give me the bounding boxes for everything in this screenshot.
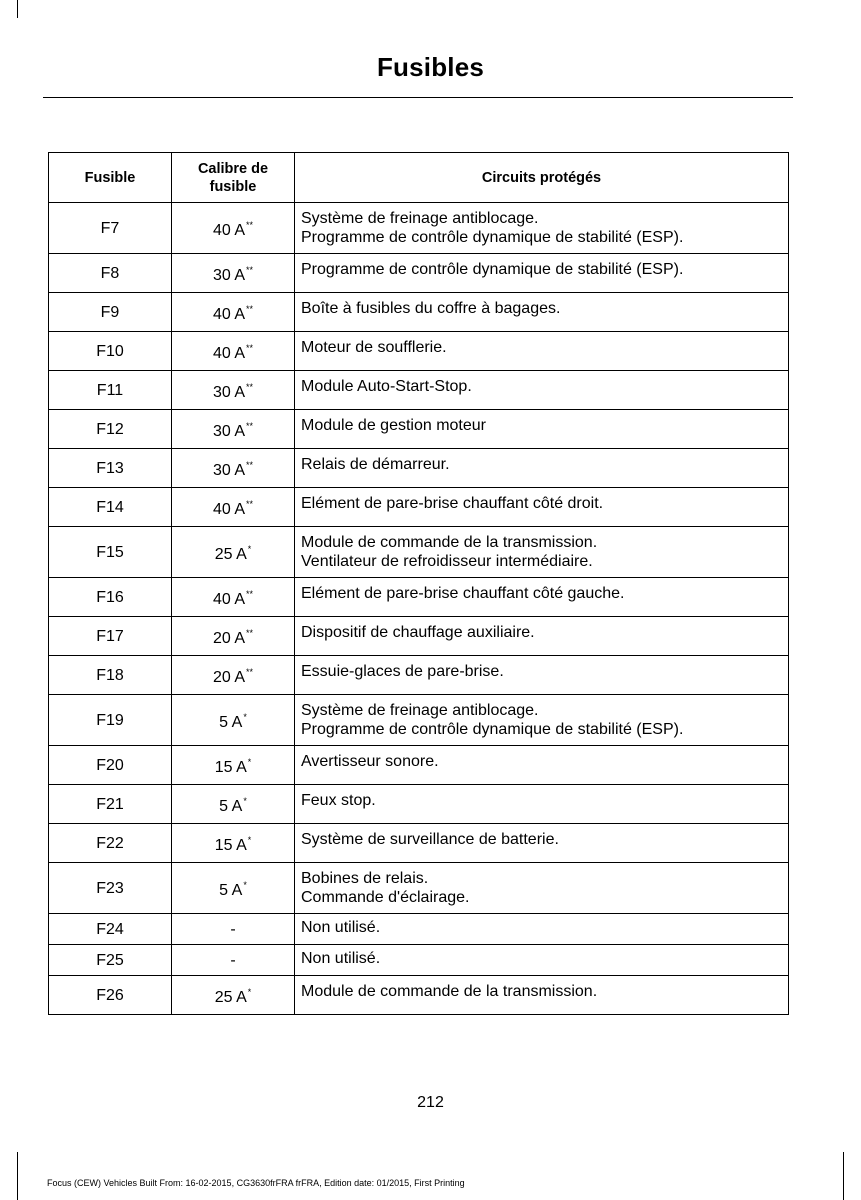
protected-circuits — [295, 656, 789, 695]
table-row — [49, 488, 789, 527]
crop-mark — [843, 1152, 844, 1200]
table-row — [49, 293, 789, 332]
fuse-rating — [172, 617, 295, 656]
footnote-marker: * — [247, 835, 252, 845]
protected-circuits — [295, 746, 789, 785]
fuse-rating — [172, 371, 295, 410]
fuse-id: F26 — [49, 976, 172, 1015]
fuse-rating — [172, 656, 295, 695]
circuit-line: Non utilisé. — [301, 919, 381, 936]
footnote-marker: ** — [246, 265, 254, 275]
table-row — [49, 203, 789, 254]
fuse-rating-value: 15 A — [214, 759, 247, 776]
circuit-line: Moteur de soufflerie. — [301, 339, 447, 356]
fuse-rating — [172, 824, 295, 863]
protected-circuits — [295, 449, 789, 488]
footnote-marker: * — [243, 880, 247, 890]
fuse-rating — [172, 293, 295, 332]
protected-circuits — [295, 578, 789, 617]
circuit-line: Feux stop. — [301, 792, 376, 809]
title-divider — [43, 97, 793, 98]
circuit-line: Module de commande de la transmission. — [301, 534, 598, 551]
table-row — [49, 410, 789, 449]
circuit-line: Commande d'éclairage. — [301, 889, 470, 906]
page-number: 212 — [417, 1094, 444, 1111]
circuit-line: Essuie-glaces de pare-brise. — [301, 663, 504, 680]
protected-circuits — [295, 617, 789, 656]
protected-circuits — [295, 695, 789, 746]
fuse-rating — [172, 527, 295, 578]
protected-circuits — [295, 914, 789, 945]
fuse-id: F24 — [49, 914, 172, 945]
fuse-rating — [172, 945, 295, 976]
circuit-line: Dispositif de chauffage auxiliaire. — [301, 624, 535, 641]
table-row — [49, 945, 789, 976]
fuse-rating-value: 5 A — [219, 798, 243, 815]
protected-circuits — [295, 488, 789, 527]
fuse-id: F14 — [49, 488, 172, 527]
circuit-line: Module Auto-Start-Stop. — [301, 378, 472, 395]
fuse-table-body — [49, 203, 789, 1015]
fuse-rating-value: 15 A — [214, 837, 247, 854]
fuse-rating — [172, 746, 295, 785]
fuse-id: F16 — [49, 578, 172, 617]
header-rating — [172, 153, 295, 203]
fuse-rating — [172, 332, 295, 371]
table-row — [49, 449, 789, 488]
protected-circuits — [295, 332, 789, 371]
footnote-marker: * — [247, 544, 252, 554]
protected-circuits — [295, 785, 789, 824]
fuse-rating-value: 20 A — [212, 669, 245, 686]
fuse-id: F11 — [49, 371, 172, 410]
circuit-line: Relais de démarreur. — [301, 456, 450, 473]
fuse-rating-value: 40 A — [212, 591, 245, 608]
fuse-id: F21 — [49, 785, 172, 824]
fuse-id: F22 — [49, 824, 172, 863]
footnote-marker: ** — [246, 460, 254, 470]
header-rating-line2: fusible — [209, 178, 257, 195]
fuse-rating-value: 30 A — [212, 267, 245, 284]
fuse-id: F18 — [49, 656, 172, 695]
fuse-rating — [172, 863, 295, 914]
circuit-line: Module de gestion moteur — [301, 417, 486, 434]
circuit-line: Elément de pare-brise chauffant côté gauche. — [301, 585, 625, 602]
protected-circuits — [295, 203, 789, 254]
header-rating-line1: Calibre de — [197, 160, 269, 177]
fuse-id: F23 — [49, 863, 172, 914]
circuit-line: Elément de pare-brise chauffant côté droit. — [301, 495, 604, 512]
table-row — [49, 785, 789, 824]
fuse-rating — [172, 578, 295, 617]
table-header-row — [49, 153, 789, 203]
fuse-rating-value: 20 A — [212, 630, 245, 647]
table-row — [49, 863, 789, 914]
table-row — [49, 617, 789, 656]
fuse-id: F15 — [49, 527, 172, 578]
fuse-rating — [172, 976, 295, 1015]
fuse-rating-value: 5 A — [219, 714, 243, 731]
crop-mark — [17, 0, 18, 18]
fuse-table — [48, 152, 789, 1015]
fuse-id: F25 — [49, 945, 172, 976]
protected-circuits — [295, 863, 789, 914]
protected-circuits — [295, 254, 789, 293]
footnote-marker: ** — [246, 628, 254, 638]
protected-circuits — [295, 293, 789, 332]
table-row — [49, 695, 789, 746]
footnote-marker: ** — [246, 499, 254, 509]
table-row — [49, 371, 789, 410]
footnote-marker: ** — [246, 304, 254, 314]
fuse-rating-value: 25 A — [214, 989, 247, 1006]
fuse-rating-value: 40 A — [212, 501, 245, 518]
footnote-marker: * — [243, 796, 247, 806]
fuse-rating-value: 30 A — [212, 462, 245, 479]
fuse-rating-value: 30 A — [212, 384, 245, 401]
table-row — [49, 824, 789, 863]
fuse-id: F19 — [49, 695, 172, 746]
footnote-marker: ** — [246, 382, 254, 392]
fuse-rating — [172, 254, 295, 293]
protected-circuits — [295, 824, 789, 863]
table-row — [49, 976, 789, 1015]
fuse-rating — [172, 410, 295, 449]
protected-circuits — [295, 527, 789, 578]
footnote-marker: ** — [246, 343, 254, 353]
fuse-rating-value: - — [230, 920, 236, 938]
circuit-line: Avertisseur sonore. — [301, 753, 439, 770]
fuse-id: F8 — [49, 254, 172, 293]
header-fuse: Fusible — [49, 153, 172, 203]
fuse-rating — [172, 695, 295, 746]
protected-circuits — [295, 945, 789, 976]
fuse-rating — [172, 203, 295, 254]
footnote-marker: ** — [246, 421, 254, 431]
fuse-rating — [172, 449, 295, 488]
fuse-id: F9 — [49, 293, 172, 332]
footnote-marker: * — [243, 712, 247, 722]
fuse-id: F10 — [49, 332, 172, 371]
table-row — [49, 914, 789, 945]
table-row — [49, 254, 789, 293]
page-title: Fusibles — [376, 52, 485, 82]
circuit-line: Non utilisé. — [301, 950, 381, 967]
circuit-line: Bobines de relais. — [301, 870, 429, 887]
fuse-rating-value: 25 A — [214, 546, 247, 563]
circuit-line: Programme de contrôle dynamique de stabilité (ESP). — [301, 721, 684, 738]
fuse-rating-value: 40 A — [212, 345, 245, 362]
footnote-marker: ** — [246, 667, 254, 677]
circuit-line: Système de surveillance de batterie. — [301, 831, 559, 848]
table-row — [49, 746, 789, 785]
fuse-rating-value: - — [230, 951, 236, 969]
footnote-marker: * — [247, 757, 252, 767]
circuit-line: Module de commande de la transmission. — [301, 983, 598, 1000]
circuit-line: Système de freinage antiblocage. — [301, 702, 539, 719]
table-row — [49, 332, 789, 371]
footnote-marker: * — [247, 987, 252, 997]
fuse-rating-value: 40 A — [212, 222, 245, 239]
table-row — [49, 578, 789, 617]
fuse-rating-value: 30 A — [212, 423, 245, 440]
circuit-line: Programme de contrôle dynamique de stabilité (ESP). — [301, 229, 684, 246]
protected-circuits — [295, 371, 789, 410]
fuse-rating-value: 40 A — [212, 306, 245, 323]
circuit-line: Système de freinage antiblocage. — [301, 210, 539, 227]
header-circuits: Circuits protégés — [295, 153, 789, 203]
circuit-line: Boîte à fusibles du coffre à bagages. — [301, 300, 561, 317]
circuit-line: Ventilateur de refroidisseur intermédiaire. — [301, 553, 593, 570]
circuit-line: Programme de contrôle dynamique de stabilité (ESP). — [301, 261, 684, 278]
fuse-id: F13 — [49, 449, 172, 488]
fuse-rating — [172, 914, 295, 945]
fuse-id: F20 — [49, 746, 172, 785]
crop-mark — [17, 1152, 18, 1200]
footnote-marker: ** — [246, 220, 254, 230]
table-row — [49, 656, 789, 695]
fuse-id: F12 — [49, 410, 172, 449]
footnote-marker: ** — [246, 589, 254, 599]
fuse-rating-value: 5 A — [219, 882, 243, 899]
fuse-rating — [172, 488, 295, 527]
protected-circuits — [295, 976, 789, 1015]
table-row — [49, 527, 789, 578]
fuse-id: F17 — [49, 617, 172, 656]
footer-text: Focus (CEW) Vehicles Built From: 16-02-2015, CG3630frFRA frFRA, Edition date: 01/2015, First Printing — [47, 1178, 465, 1188]
fuse-rating — [172, 785, 295, 824]
protected-circuits — [295, 410, 789, 449]
fuse-id: F7 — [49, 203, 172, 254]
